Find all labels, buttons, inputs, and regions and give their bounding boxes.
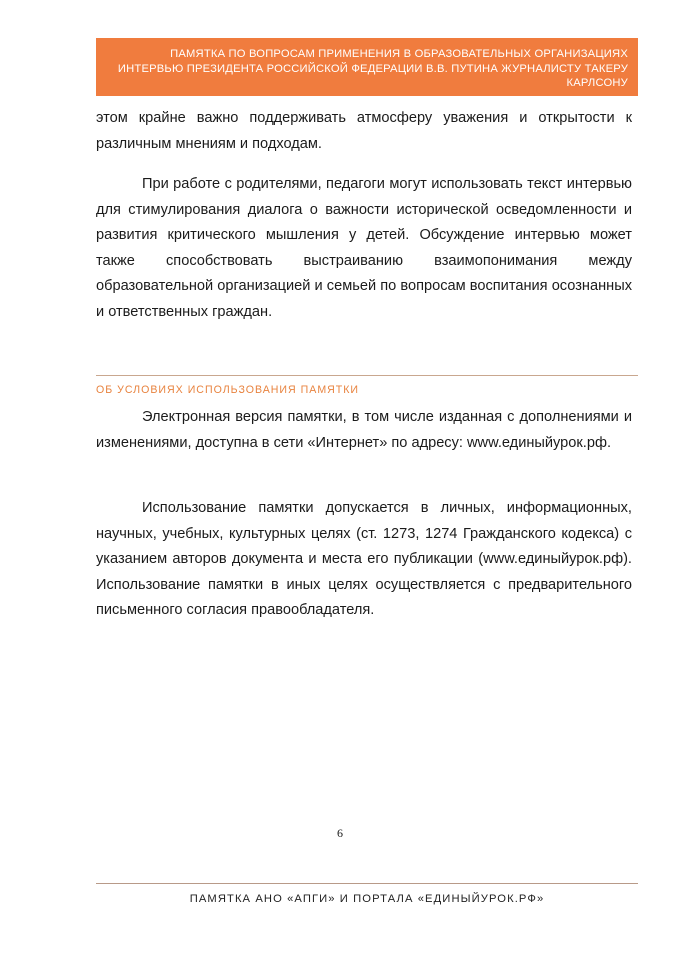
body-paragraph-parents: При работе с родителями, педагоги могут использовать текст интервью для стимулирования диалога о важности исторической осведомленности и развития критического мышления у детей. Обсуждение интервью может также способствовать выстраиванию взаимопонимания между образовательной организацией и семьей по вопросам воспитания осознанных и ответственных граждан.: [96, 176, 632, 320]
header-line-3: КАРЛСОНУ: [566, 77, 628, 89]
header-line-1: ПАМЯТКА ПО ВОПРОСАМ ПРИМЕНЕНИЯ В ОБРАЗОВАТЕЛЬНЫХ ОРГАНИЗАЦИЯХ: [170, 48, 628, 60]
body-paragraph-continued: этом крайне важно поддерживать атмосферу уважения и открытости к различным мнениям и подходам.: [96, 110, 632, 152]
section-paragraph-usage-terms: Использование памятки допускается в личных, информационных, научных, учебных, культурных целях (ст. 1273, 1274 Гражданского кодекса) с указанием авторов документа и места его публикации (www.единыйурок.рф). Использование памятки в иных целях осуществляется с предварительного письменного согласия правообладателя.: [96, 500, 632, 618]
footer-divider: [96, 883, 638, 884]
section-heading: ОБ УСЛОВИЯХ ИСПОЛЬЗОВАНИЯ ПАМЯТКИ: [96, 375, 638, 397]
header-line-2: ИНТЕРВЬЮ ПРЕЗИДЕНТА РОССИЙСКОЙ ФЕДЕРАЦИИ В.В. ПУТИНА ЖУРНАЛИСТУ ТАКЕРУ: [117, 62, 628, 75]
page-number: 6: [337, 826, 343, 840]
footer-text: ПАМЯТКА АНО «АПГИ» И ПОРТАЛА «ЕДИНЫЙУРОК.РФ»: [189, 893, 545, 905]
header-banner: [96, 38, 638, 96]
section-paragraph-electronic-version: Электронная версия памятки, в том числе изданная с дополнениями и изменениями, доступна в сети «Интернет» по адресу: www.единыйурок.рф.: [96, 409, 632, 451]
